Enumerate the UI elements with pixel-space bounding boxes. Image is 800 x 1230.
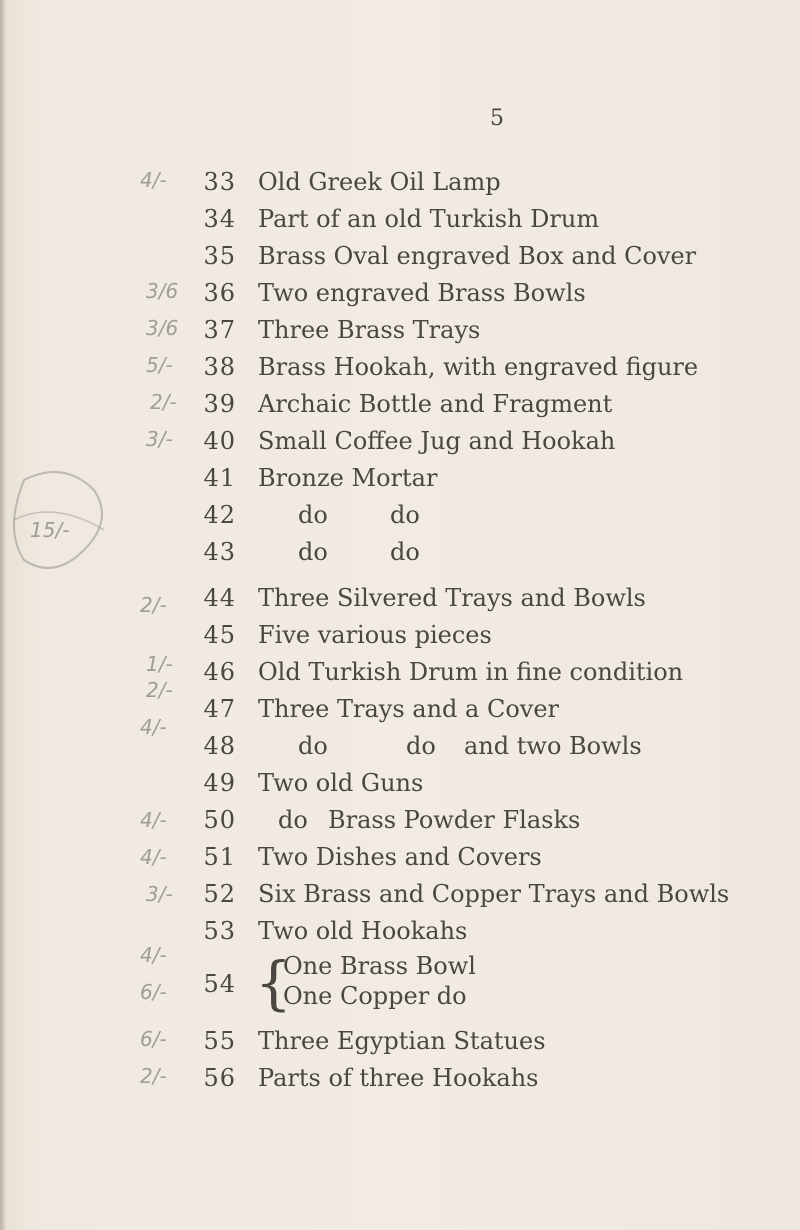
ditto-mark: do	[298, 501, 328, 529]
list-item	[0, 1026, 800, 1063]
lot-number: 34	[203, 205, 236, 233]
ditto-mark: do	[390, 538, 420, 566]
pencil-annotation: 6/-	[140, 980, 167, 1004]
lot-number: 54	[203, 970, 236, 998]
list-item	[0, 768, 800, 805]
list-item	[0, 352, 800, 389]
pencil-annotation: 4/-	[140, 715, 167, 739]
pencil-annotation: 2/-	[140, 593, 167, 617]
lot-description: Three Egyptian Statues	[258, 1027, 546, 1055]
lot-description: One Copper do	[283, 982, 467, 1010]
lot-description: Two old Hookahs	[258, 917, 468, 945]
list-item	[0, 731, 800, 768]
lot-description: Archaic Bottle and Fragment	[258, 390, 613, 418]
lot-description	[298, 731, 642, 761]
lot-description: Parts of three Hookahs	[258, 1064, 539, 1092]
lot-description: Three Silvered Trays and Bowls	[258, 584, 646, 612]
lot-number: 35	[203, 242, 236, 270]
page-number: 5	[490, 106, 504, 131]
lot-number: 50	[203, 806, 236, 834]
lot-number: 49	[203, 769, 236, 797]
list-item	[0, 842, 800, 879]
lot-description: Part of an old Turkish Drum	[258, 205, 600, 233]
pencil-annotation: 4/-	[140, 808, 167, 832]
lot-description-suffix: Brass Powder Flasks	[328, 806, 581, 834]
list-item	[0, 389, 800, 426]
ditto-mark: do	[390, 501, 420, 529]
lot-number: 41	[203, 464, 236, 492]
lot-number: 40	[203, 427, 236, 455]
list-item	[0, 879, 800, 916]
list-item	[0, 657, 800, 694]
lot-number: 33	[203, 168, 236, 196]
pencil-annotation: 4/-	[140, 168, 167, 192]
lot-number: 36	[203, 279, 236, 307]
pencil-annotation: 15/-	[30, 518, 70, 542]
pencil-doodle	[4, 460, 134, 600]
lot-number: 39	[203, 390, 236, 418]
lot-number: 48	[203, 732, 236, 760]
lot-description: Small Coffee Jug and Hookah	[258, 427, 616, 455]
ditto-mark: do	[406, 732, 436, 760]
ditto-mark: do	[278, 806, 308, 834]
lot-description	[298, 537, 420, 567]
lot-number: 44	[203, 584, 236, 612]
lot-number: 46	[203, 658, 236, 686]
pencil-annotation: 1/-	[146, 652, 173, 676]
list-item	[0, 916, 800, 953]
pencil-annotation: 2/-	[150, 390, 177, 414]
list-item	[0, 620, 800, 657]
lot-number: 37	[203, 316, 236, 344]
lot-number: 38	[203, 353, 236, 381]
ditto-mark: do	[298, 538, 328, 566]
pencil-annotation: 2/-	[146, 678, 173, 702]
lot-number: 53	[203, 917, 236, 945]
brace-mark: {	[255, 949, 292, 1017]
list-item	[0, 167, 800, 204]
list-item	[0, 805, 800, 842]
lot-number: 43	[203, 538, 236, 566]
pencil-annotation: 2/-	[140, 1064, 167, 1088]
list-item	[0, 278, 800, 315]
list-item	[0, 204, 800, 241]
list-item	[0, 1063, 800, 1100]
lot-description	[278, 805, 580, 835]
pencil-annotation: 5/-	[146, 353, 173, 377]
lot-description: Three Trays and a Cover	[258, 695, 560, 723]
lot-description: Old Greek Oil Lamp	[258, 168, 501, 196]
ditto-mark: do	[298, 732, 328, 760]
lot-description: Bronze Mortar	[258, 464, 438, 492]
list-item	[0, 426, 800, 463]
lot-number: 47	[203, 695, 236, 723]
lot-number: 42	[203, 501, 236, 529]
lot-description: Three Brass Trays	[258, 316, 481, 344]
lot-description: Brass Oval engraved Box and Cover	[258, 242, 697, 270]
pencil-annotation: 4/-	[140, 845, 167, 869]
lot-number: 45	[203, 621, 236, 649]
lot-description: Old Turkish Drum in fine condition	[258, 658, 684, 686]
lot-description: One Brass Bowl	[283, 952, 476, 980]
pencil-annotation: 4/-	[140, 943, 167, 967]
pencil-annotation: 3/6	[146, 279, 179, 303]
lot-description: Brass Hookah, with engraved figure	[258, 353, 699, 381]
lot-description: Six Brass and Copper Trays and Bowls	[258, 880, 730, 908]
lot-number: 51	[203, 843, 236, 871]
lot-description: Two old Guns	[258, 769, 424, 797]
lot-description	[298, 500, 420, 530]
list-item-braced	[0, 949, 800, 1017]
lot-number: 55	[203, 1027, 236, 1055]
lot-description: Two Dishes and Covers	[258, 843, 542, 871]
pencil-annotation: 3/-	[146, 427, 173, 451]
list-item	[0, 694, 800, 731]
list-item	[0, 241, 800, 278]
pencil-annotation: 6/-	[140, 1027, 167, 1051]
lot-description: Two engraved Brass Bowls	[258, 279, 586, 307]
pencil-annotation: 3/6	[146, 316, 179, 340]
lot-description-suffix: and two Bowls	[464, 732, 642, 760]
lot-description: Five various pieces	[258, 621, 492, 649]
lot-number: 56	[203, 1064, 236, 1092]
lot-number: 52	[203, 880, 236, 908]
list-item	[0, 315, 800, 352]
pencil-annotation: 3/-	[146, 882, 173, 906]
